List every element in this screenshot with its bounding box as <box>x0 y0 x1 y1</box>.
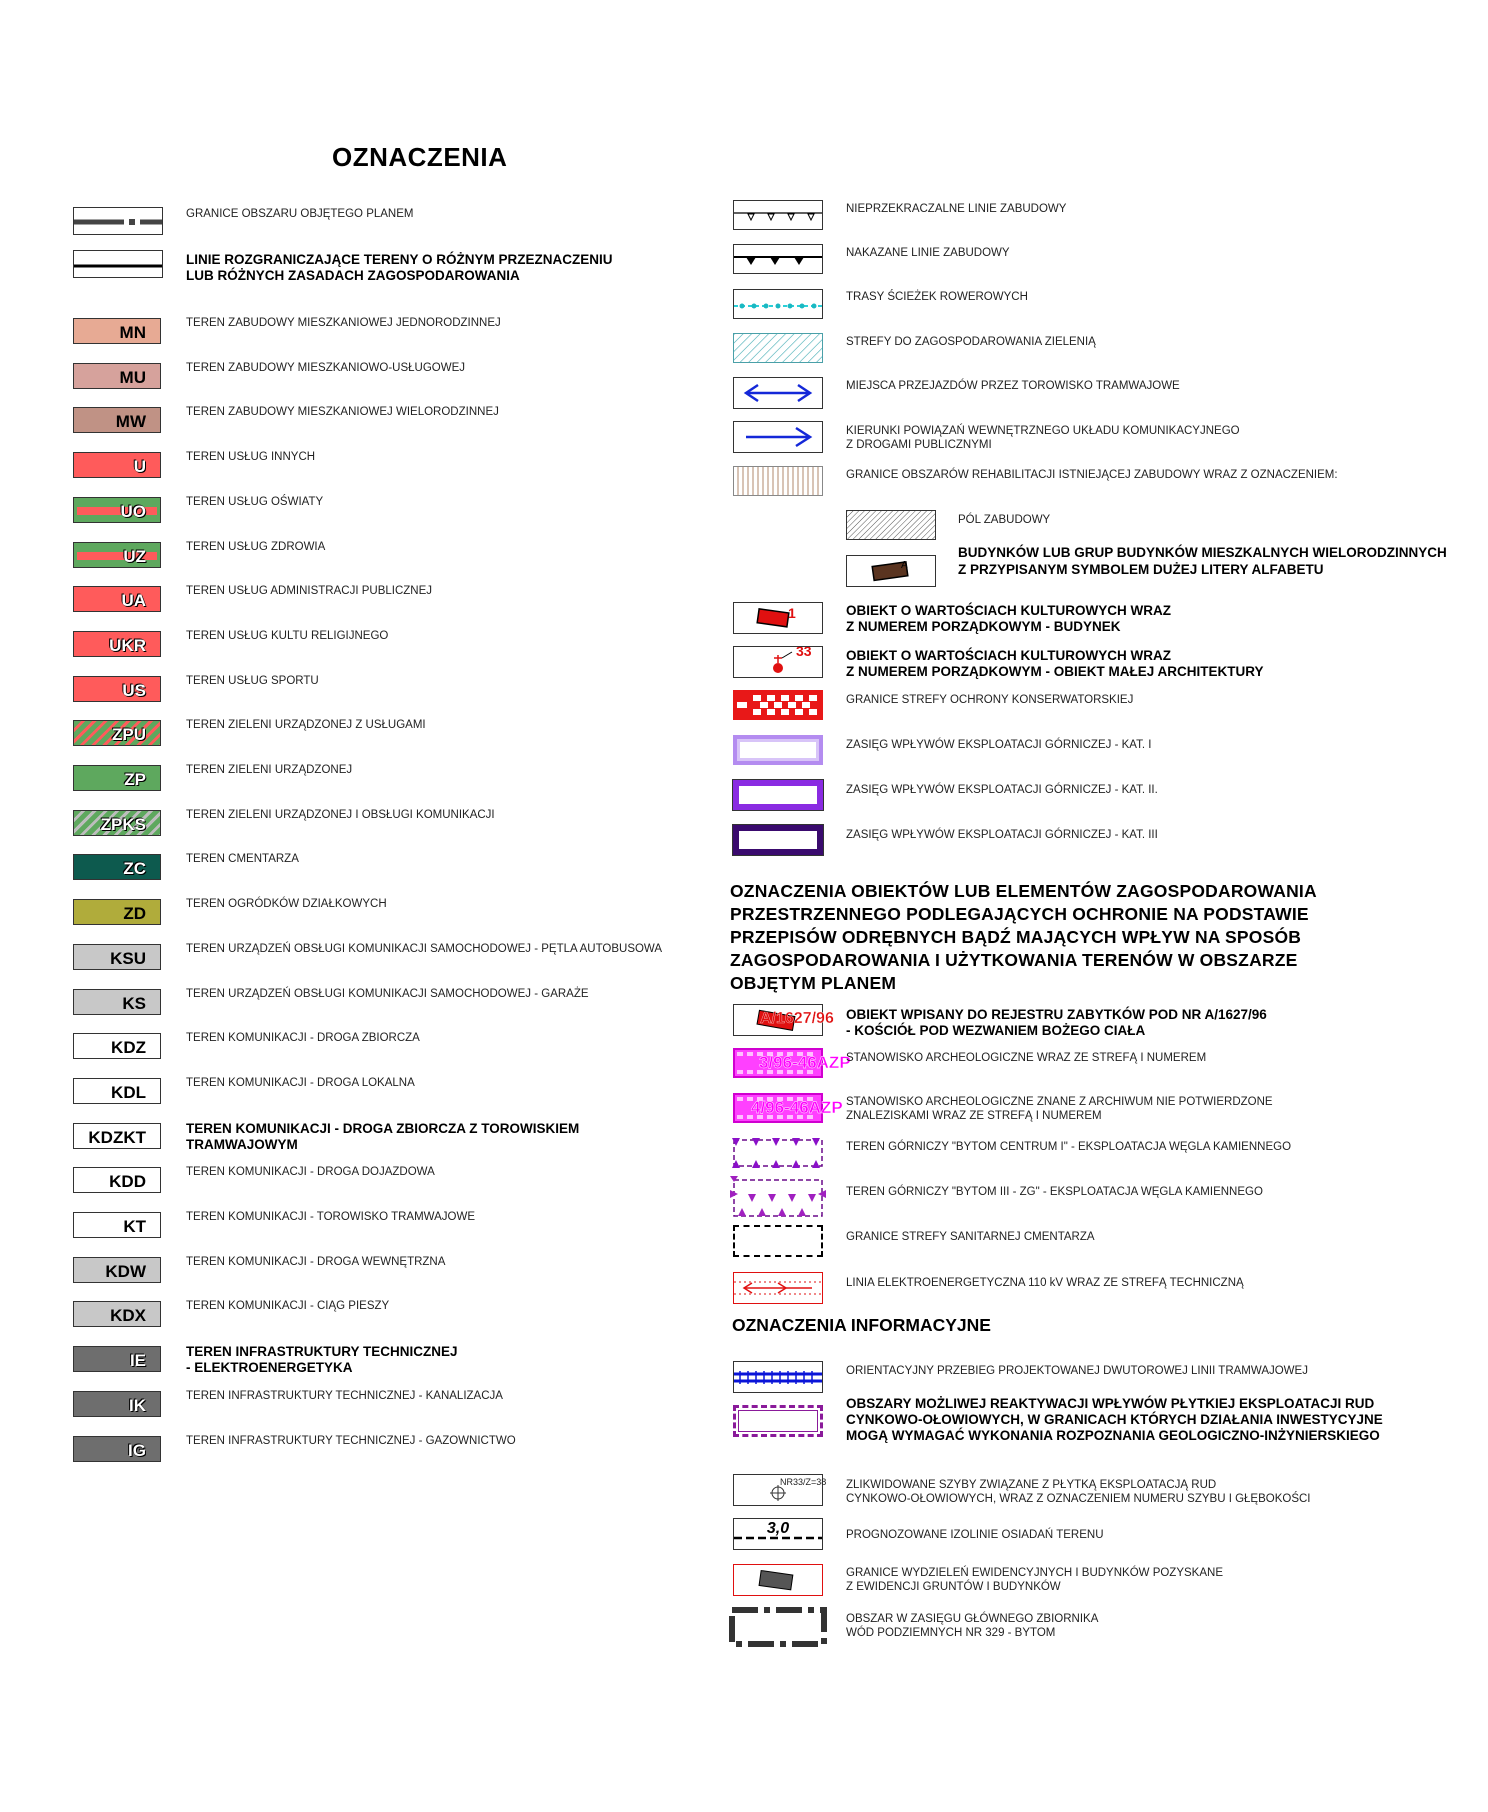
zone-code: IE <box>129 1351 146 1370</box>
residential-building-group-label-2: Z PRZYPISANYM SYMBOLEM DUŻEJ LITERY ALFABETU <box>958 562 1324 577</box>
zone-label-us: TEREN USŁUG SPORTU <box>186 675 319 687</box>
zone-swatch-kdzkt <box>73 1123 161 1149</box>
bike-path-symbol <box>733 289 823 319</box>
zone-code: KDW <box>105 1262 146 1281</box>
zone-label-zp: TEREN ZIELENI URZĄDZONEJ <box>186 764 353 776</box>
tram-line-route-symbol <box>733 1361 823 1393</box>
protection-heading-line-3: PRZEPISÓW ODRĘBNYCH BĄDŹ MAJĄCYCH WPŁYW NA SPOSÓB <box>730 927 1302 947</box>
zone-swatch-zpu <box>73 720 161 746</box>
residential-building-group-symbol <box>846 555 936 587</box>
mining-influence-cat3-symbol <box>733 825 823 855</box>
zone-label-kdx: TEREN KOMUNIKACJI - CIĄG PIESZY <box>186 1300 390 1312</box>
zone-code: ZD <box>123 904 146 923</box>
ore-reactivation-area-symbol <box>733 1405 823 1437</box>
zone-code: KDD <box>109 1172 146 1191</box>
subsidence-isoline-symbol <box>733 1518 823 1550</box>
registered-monument-symbol <box>733 1004 834 1036</box>
power-line-110kv-label: LINIA ELEKTROENERGETYCZNA 110 kV WRAZ ZE STREFĄ TECHNICZNĄ <box>846 1277 1244 1289</box>
zone-label-kdd: TEREN KOMUNIKACJI - DROGA DOJAZDOWA <box>186 1166 435 1178</box>
zone-code: KDL <box>111 1083 146 1102</box>
zone-label-mw: TEREN ZABUDOWY MIESZKANIOWEJ WIELORODZINNEJ <box>186 406 499 418</box>
mining-influence-cat1-label: ZASIĘG WPŁYWÓW EKSPLOATACJI GÓRNICZEJ - KAT. I <box>846 739 1152 751</box>
conservation-zone-symbol <box>733 690 823 720</box>
zone-code: KS <box>122 994 146 1013</box>
zone-code: IG <box>128 1441 146 1460</box>
zone-swatch-kdw <box>73 1257 161 1283</box>
archaeological-site-symbol <box>733 1048 851 1078</box>
registered-monument-label-1: OBIEKT WPISANY DO REJESTRU ZABYTKÓW POD NR A/1627/96 <box>846 1007 1267 1022</box>
internal-direction-symbol <box>733 421 823 453</box>
zone-label-kdw: TEREN KOMUNIKACJI - DROGA WEWNĘTRZNA <box>186 1256 446 1268</box>
liquidated-shaft-label-1: ZLIKWIDOWANE SZYBY ZWIĄZANE Z PŁYTKĄ EKSPLOATACJĄ RUD <box>846 1479 1217 1491</box>
zone-swatch-kt <box>73 1212 161 1238</box>
zone-code: KSU <box>110 949 146 968</box>
groundwater-reservoir-label-2: WÓD PODZIEMNYCH NR 329 - BYTOM <box>846 1627 1056 1639</box>
plan-boundary-label: GRANICE OBSZARU OBJĘTEGO PLANEM <box>186 208 414 220</box>
zone-swatch-ik <box>73 1391 161 1417</box>
zone-code: MN <box>119 323 146 342</box>
liquidated-shaft-number: NR33/Z=38 <box>780 1477 827 1487</box>
cadastral-division-label-2: Z EWIDENCJI GRUNTÓW I BUDYNKÓW <box>846 1581 1061 1593</box>
zone-code: ZPKS <box>100 815 146 834</box>
zone-swatch-uo <box>73 497 161 523</box>
plan-boundary-symbol <box>73 207 163 235</box>
cemetery-sanitary-zone-symbol <box>733 1225 823 1257</box>
cultural-building-label-1: OBIEKT O WARTOŚCIACH KULTUROWYCH WRAZ <box>846 603 1171 618</box>
groundwater-reservoir-label-1: OBSZAR W ZASIĘGU GŁÓWNEGO ZBIORNIKA <box>846 1613 1099 1625</box>
cadastral-division-label-1: GRANICE WYDZIELEŃ EWIDENCYJNYCH I BUDYNKÓW POZYSKANE <box>846 1567 1223 1579</box>
zone-label-zpu: TEREN ZIELENI URZĄDZONEJ Z USŁUGAMI <box>186 719 426 731</box>
registered-monument-label-2: - KOŚCIÓŁ POD WEZWANIEM BOŻEGO CIAŁA <box>846 1023 1146 1038</box>
zone-swatch-zc <box>73 854 161 880</box>
archaeological-archive-site-label-1: STANOWISKO ARCHEOLOGICZNE ZNANE Z ARCHIWUM NIE POTWIERDZONE <box>846 1096 1273 1108</box>
zone-label-uz: TEREN USŁUG ZDROWIA <box>186 541 326 553</box>
zone-label-kdzkt: TEREN KOMUNIKACJI - DROGA ZBIORCZA Z TOROWISKIEM <box>186 1121 580 1136</box>
cultural-building-symbol <box>733 602 823 634</box>
residential-building-group-label-1: BUDYNKÓW LUB GRUP BUDYNKÓW MIESZKALNYCH WIELORODZINNYCH <box>958 545 1447 560</box>
zone-label-zpks: TEREN ZIELENI URZĄDZONEJ I OBSŁUGI KOMUNIKACJI <box>186 809 495 821</box>
archaeological-archive-site-label-2: ZNALEZISKAMI WRAZ ZE STREFĄ I NUMEREM <box>846 1110 1102 1122</box>
rehabilitation-area-symbol <box>733 466 823 496</box>
zone-label-uo: TEREN USŁUG OŚWIATY <box>186 496 324 508</box>
zone-label-ig: TEREN INFRASTRUKTURY TECHNICZNEJ - GAZOWNICTWO <box>186 1435 516 1447</box>
cultural-small-object-label-2: Z NUMEREM PORZĄDKOWYM - OBIEKT MAŁEJ ARCHITEKTURY <box>846 664 1264 679</box>
zone-swatch-mw <box>73 407 161 433</box>
cultural-building-label-2: Z NUMEREM PORZĄDKOWYM - BUDYNEK <box>846 619 1121 634</box>
zone-swatch-u <box>73 452 161 478</box>
zone-label-zd: TEREN OGRÓDKÓW DZIAŁKOWYCH <box>186 898 387 910</box>
subsidence-isoline-value: 3,0 <box>766 1520 790 1537</box>
groundwater-reservoir-symbol <box>726 1604 830 1650</box>
separation-line-label-1: LINIE ROZGRANICZAJĄCE TERENY O RÓŻNYM PRZEZNACZENIU <box>186 252 613 267</box>
zone-code: UA <box>121 591 146 610</box>
ore-reactivation-area-label-2: CYNKOWO-OŁOWIOWYCH, W GRANICACH KTÓRYCH DZIAŁANIA INWESTYCYJNE <box>846 1412 1383 1427</box>
cadastral-division-symbol <box>733 1564 823 1596</box>
zone-swatch-ks <box>73 989 161 1015</box>
internal-direction-label-2: Z DROGAMI PUBLICZNYMI <box>846 439 992 451</box>
ore-reactivation-area-label-1: OBSZARY MOŻLIWEJ REAKTYWACJI WPŁYWÓW PŁYTKIEJ EKSPLOATACJI RUD <box>846 1396 1375 1411</box>
zone-code: ZPU <box>112 725 146 744</box>
rehabilitation-area-label: GRANICE OBSZARÓW REHABILITACJI ISTNIEJĄCEJ ZABUDOWY WRAZ Z OZNACZENIEM: <box>846 469 1338 481</box>
liquidated-shaft-label-2: CYNKOWO-OŁOWIOWYCH, WRAZ Z OZNACZENIEM NUMERU SZYBU I GŁĘBOKOŚCI <box>846 1493 1311 1505</box>
zone-label-u: TEREN USŁUG INNYCH <box>186 451 316 463</box>
zone-swatch-kdz <box>73 1033 161 1059</box>
zone-code: US <box>122 681 146 700</box>
zone-code: UKR <box>109 636 146 655</box>
zone-swatch-ig <box>73 1436 161 1462</box>
cultural-small-object-number: 33 <box>796 647 812 659</box>
page-title: OZNACZENIA <box>332 142 508 172</box>
power-line-110kv-symbol <box>733 1272 823 1304</box>
protection-heading-line-4: ZAGOSPODAROWANIA I UŻYTKOWANIA TERENÓW W OBSZARZE <box>730 950 1298 970</box>
archaeological-archive-site-symbol <box>733 1093 843 1123</box>
zone-swatch-us <box>73 676 161 702</box>
non-exceedable-building-line-label: NIEPRZEKRACZALNE LINIE ZABUDOWY <box>846 203 1067 215</box>
mining-influence-cat3-label: ZASIĘG WPŁYWÓW EKSPLOATACJI GÓRNICZEJ - KAT. III <box>846 829 1158 841</box>
zone-swatch-ukr <box>73 631 161 657</box>
conservation-zone-label: GRANICE STREFY OCHRONY KONSERWATORSKIEJ <box>846 694 1134 706</box>
zone-label-mu: TEREN ZABUDOWY MIESZKANIOWO-USŁUGOWEJ <box>186 362 465 374</box>
tram-line-route-label: ORIENTACYJNY PRZEBIEG PROJEKTOWANEJ DWUTOROWEJ LINII TRAMWAJOWEJ <box>846 1365 1308 1377</box>
bike-path-label: TRASY ŚCIEŻEK ROWEROWYCH <box>846 291 1028 303</box>
mining-influence-cat2-symbol <box>733 780 823 810</box>
zone-swatch-kdl <box>73 1078 161 1104</box>
separation-line-symbol <box>73 250 163 278</box>
cultural-small-object-symbol <box>733 646 823 678</box>
cultural-small-object-label-1: OBIEKT O WARTOŚCIACH KULTUROWYCH WRAZ <box>846 648 1171 663</box>
tram-crossing-symbol <box>733 377 823 409</box>
building-letter-symbol: A <box>901 560 908 571</box>
zone-swatch-zd <box>73 899 161 925</box>
separation-line-label-2: LUB RÓŻNYCH ZASADACH ZAGOSPODAROWANIA <box>186 268 520 283</box>
zone-swatch-ksu <box>73 944 161 970</box>
zone-code: MW <box>115 412 146 431</box>
zone-code: U <box>133 457 146 476</box>
mining-influence-cat1-symbol <box>733 735 823 765</box>
zone-swatch-ua <box>73 586 161 612</box>
non-exceedable-building-line-symbol <box>733 200 823 230</box>
zone-label-kt: TEREN KOMUNIKACJI - TOROWISKO TRAMWAJOWE <box>186 1211 476 1223</box>
subsidence-isoline-label: PROGNOZOWANE IZOLINIE OSIADAŃ TERENU <box>846 1529 1104 1541</box>
zone-label-zc: TEREN CMENTARZA <box>186 853 299 865</box>
zone-code: MU <box>119 368 146 387</box>
zone-code: KDZ <box>111 1038 146 1057</box>
cultural-building-number: 1 <box>788 605 796 621</box>
zone-swatch-zpks <box>73 810 161 836</box>
archaeological-site-label: STANOWISKO ARCHEOLOGICZNE WRAZ ZE STREFĄ I NUMEREM <box>846 1052 1207 1064</box>
zone-code: UZ <box>123 547 146 566</box>
protection-heading-line-1: OZNACZENIA OBIEKTÓW LUB ELEMENTÓW ZAGOSPODAROWANIA <box>730 881 1317 901</box>
mining-area-bytom-centrum-label: TEREN GÓRNICZY "BYTOM CENTRUM I" - EKSPLOATACJA WĘGLA KAMIENNEGO <box>846 1141 1292 1153</box>
zone-label-kdzkt-line2: TRAMWAJOWYM <box>186 1137 298 1152</box>
internal-direction-label-1: KIERUNKI POWIĄZAŃ WEWNĘTRZNEGO UKŁADU KOMUNIKACYJNEGO <box>846 425 1240 437</box>
tram-crossing-label: MIEJSCA PRZEJAZDÓW PRZEZ TOROWISKO TRAMWAJOWE <box>846 380 1180 392</box>
archaeological-site-number: 3/96-46AZP <box>759 1053 851 1072</box>
zone-code: KT <box>123 1217 146 1236</box>
zone-code: KDZKT <box>88 1128 146 1147</box>
building-field-label: PÓL ZABUDOWY <box>958 514 1051 526</box>
zone-label-ukr: TEREN USŁUG KULTU RELIGIJNEGO <box>186 630 389 642</box>
archaeological-archive-site-number: 4/96-46AZP <box>751 1098 843 1117</box>
liquidated-shaft-symbol <box>733 1474 827 1506</box>
building-field-symbol <box>846 510 936 540</box>
mining-area-bytom-iii-symbol <box>730 1176 826 1220</box>
mining-influence-cat2-label: ZASIĘG WPŁYWÓW EKSPLOATACJI GÓRNICZEJ - KAT. II. <box>846 784 1158 796</box>
zone-label-kdz: TEREN KOMUNIKACJI - DROGA ZBIORCZA <box>186 1032 420 1044</box>
zone-label-ks: TEREN URZĄDZEŃ OBSŁUGI KOMUNIKACJI SAMOCHODOWEJ - GARAŻE <box>186 988 589 1000</box>
zone-code: ZP <box>124 770 146 789</box>
zone-label-ksu: TEREN URZĄDZEŃ OBSŁUGI KOMUNIKACJI SAMOCHODOWEJ - PĘTLA AUTOBUSOWA <box>186 943 663 955</box>
cemetery-sanitary-zone-label: GRANICE STREFY SANITARNEJ CMENTARZA <box>846 1231 1095 1243</box>
zone-label-mn: TEREN ZABUDOWY MIESZKANIOWEJ JEDNORODZINNEJ <box>186 317 501 329</box>
zone-swatch-mn <box>73 318 161 344</box>
mandatory-building-line-label: NAKAZANE LINIE ZABUDOWY <box>846 247 1010 259</box>
protection-heading-line-5: OBJĘTYM PLANEM <box>730 973 897 993</box>
greenery-zone-label: STREFY DO ZAGOSPODAROWANIA ZIELENIĄ <box>846 336 1096 348</box>
registered-monument-number: A/1627/96 <box>760 1010 834 1027</box>
zone-label-ie-line2: - ELEKTROENERGETYKA <box>186 1360 353 1375</box>
zone-swatch-mu <box>73 363 161 389</box>
zone-swatch-kdd <box>73 1167 161 1193</box>
zone-swatch-kdx <box>73 1301 161 1327</box>
zone-label-ik: TEREN INFRASTRUKTURY TECHNICZNEJ - KANALIZACJA <box>186 1390 503 1402</box>
protection-heading-line-2: PRZESTRZENNEGO PODLEGAJĄCYCH OCHRONIE NA PODSTAWIE <box>730 904 1309 924</box>
mining-area-bytom-iii-label: TEREN GÓRNICZY "BYTOM III - ZG" - EKSPLOATACJA WĘGLA KAMIENNEGO <box>846 1186 1263 1198</box>
zone-swatch-uz <box>73 542 161 568</box>
mining-area-bytom-centrum-symbol <box>730 1134 826 1172</box>
ore-reactivation-area-label-3: MOGĄ WYMAGAĆ WYKONANIA ROZPOZNANIA GEOLOGICZNO-INŻYNIERSKIEGO <box>846 1428 1380 1443</box>
zone-code: ZC <box>123 859 146 878</box>
zone-swatch-ie <box>73 1346 161 1372</box>
zone-label-kdl: TEREN KOMUNIKACJI - DROGA LOKALNA <box>186 1077 415 1089</box>
zone-swatch-zp <box>73 765 161 791</box>
zone-code: UO <box>120 502 146 521</box>
zone-label-ua: TEREN USŁUG ADMINISTRACJI PUBLICZNEJ <box>186 585 433 597</box>
greenery-zone-symbol <box>733 333 823 363</box>
zone-code: KDX <box>110 1306 146 1325</box>
info-heading: OZNACZENIA INFORMACYJNE <box>732 1315 991 1335</box>
zone-label-ie: TEREN INFRASTRUKTURY TECHNICZNEJ <box>186 1344 458 1359</box>
mandatory-building-line-symbol <box>733 244 823 274</box>
zone-code: IK <box>129 1396 146 1415</box>
